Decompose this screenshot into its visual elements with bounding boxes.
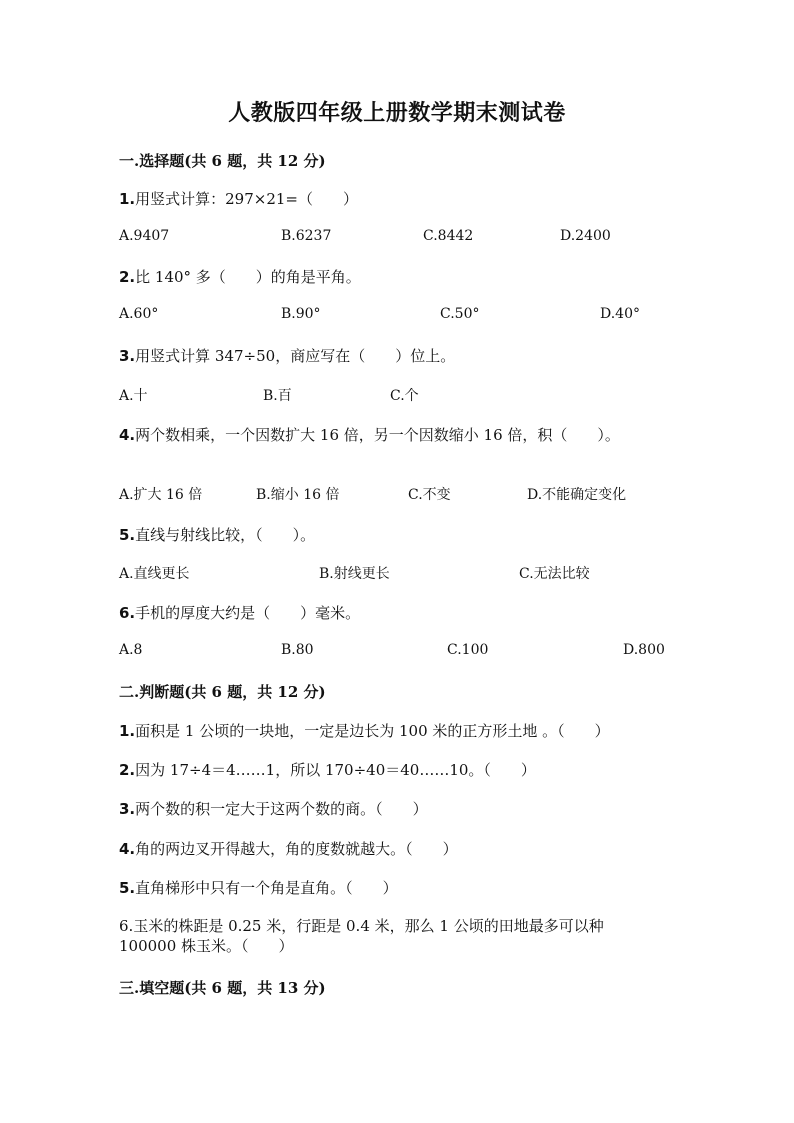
option-choice-5-a: A.直线更长 <box>119 566 190 582</box>
option-choice-1-b: B.6237 <box>281 228 332 244</box>
option-choice-5-b: B.射线更长 <box>319 566 390 582</box>
page-title: 人教版四年级上册数学期末测试卷 <box>228 100 566 126</box>
option-choice-4-a: A.扩大 16 倍 <box>119 487 203 503</box>
section-heading-judgment: 二.判断题(共 6 题，共 12 分) <box>119 683 326 701</box>
question-judgment-3: 3.两个数的积一定大于这两个数的商。（ ） <box>119 800 428 818</box>
option-choice-4-d: D.不能确定变化 <box>527 487 627 503</box>
option-choice-2-c: C.50° <box>440 306 480 322</box>
option-choice-2-d: D.40° <box>600 306 640 322</box>
option-choice-2-b: B.90° <box>281 306 321 322</box>
option-choice-3-b: B.百 <box>263 388 292 404</box>
option-choice-5-c: C.无法比较 <box>519 566 590 582</box>
option-choice-6-c: C.100 <box>447 642 489 658</box>
option-choice-1-a: A.9407 <box>119 228 170 244</box>
question-judgment-6: 6.玉米的株距是 0.25 米，行距是 0.4 米，那么 1 公顷的田地最多可以种 100000 株玉米。（ ） <box>119 917 604 955</box>
question-judgment-5: 5.直角梯形中只有一个角是直角。（ ） <box>119 879 398 897</box>
option-choice-6-a: A.8 <box>119 642 143 658</box>
section-heading-fill: 三.填空题(共 6 题，共 13 分) <box>119 979 326 997</box>
option-choice-6-d: D.800 <box>623 642 665 658</box>
question-choice-5: 5.直线与射线比较，（ ）。 <box>119 526 316 544</box>
option-choice-1-c: C.8442 <box>423 228 474 244</box>
question-choice-1: 1.用竖式计算：297×21=（ ） <box>119 190 358 208</box>
option-choice-6-b: B.80 <box>281 642 314 658</box>
question-judgment-1: 1.面积是 1 公顷的一块地，一定是边长为 100 米的正方形土地 。（ ） <box>119 722 610 740</box>
question-choice-2: 2.比 140° 多（ ）的角是平角。 <box>119 268 361 286</box>
question-judgment-2: 2.因为 17÷4＝4……1，所以 170÷40＝40……10。（ ） <box>119 761 536 779</box>
option-choice-3-a: A.十 <box>119 388 148 404</box>
question-choice-6: 6.手机的厚度大约是（ ）毫米。 <box>119 604 361 622</box>
option-choice-4-c: C.不变 <box>408 487 451 503</box>
section-heading-choice: 一.选择题(共 6 题，共 12 分) <box>119 152 326 170</box>
option-choice-3-c: C.个 <box>390 388 419 404</box>
question-judgment-4: 4.角的两边叉开得越大，角的度数就越大。（ ） <box>119 840 458 858</box>
question-choice-4: 4.两个数相乘，一个因数扩大 16 倍，另一个因数缩小 16 倍，积（ ）。 <box>119 426 620 444</box>
question-choice-3: 3.用竖式计算 347÷50，商应写在（ ）位上。 <box>119 347 456 365</box>
option-choice-1-d: D.2400 <box>560 228 611 244</box>
option-choice-2-a: A.60° <box>119 306 159 322</box>
option-choice-4-b: B.缩小 16 倍 <box>256 487 340 503</box>
